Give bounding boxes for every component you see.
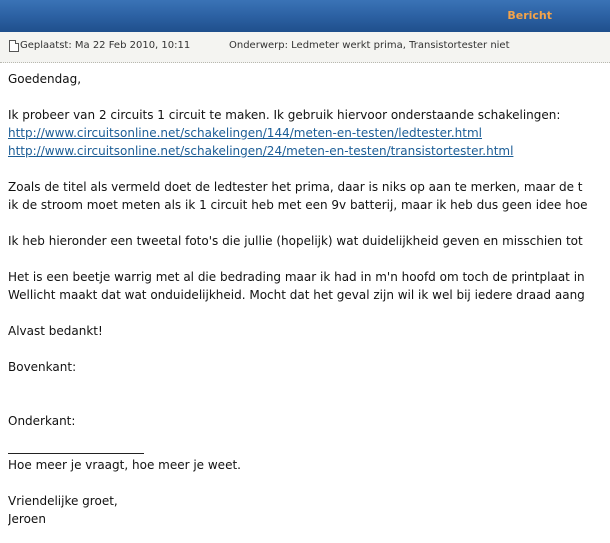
paragraph-3-line-1: Het is een beetje warrig met al die bedrading maar ik had in m'n hoofd om toch de printplaat in [8,270,585,284]
top-side-label: Bovenkant: [8,360,77,374]
header-title: Bericht [507,9,552,22]
signature-divider [8,453,144,454]
intro-text: Ik probeer van 2 circuits 1 circuit te maken. Ik gebruik hiervoor onderstaande schakelingen: [8,108,561,122]
post-header-bar [0,0,610,33]
post-body [8,70,610,528]
author-name: Jeroen [8,512,46,526]
ledtester-link[interactable]: http://www.circuitsonline.net/schakelingen/144/meten-en-testen/ledtester.html [8,126,482,140]
signature-quote: Hoe meer je vraagt, hoe meer je weet. [8,458,241,472]
transistortester-link[interactable]: http://www.circuitsonline.net/schakelingen/24/meten-en-testen/transistortester.html [8,144,514,158]
paragraph-1-line-2: ik de stroom moet meten als ik 1 circuit heb met een 9v batterij, maar ik heb dus geen idee hoe [8,198,588,212]
post-meta-bar [0,32,610,63]
paragraph-1-line-1: Zoals de titel als vermeld doet de ledtester het prima, daar is niks op aan te merken, maar de t [8,180,583,194]
post-date: Geplaatst: Ma 22 Feb 2010, 10:11 [20,40,191,51]
paragraph-3-line-2: Wellicht maakt dat wat onduidelijkheid. Mocht dat het geval zijn wil ik wel bij iedere draad aang [8,288,585,302]
post-subject: Onderwerp: Ledmeter werkt prima, Transistortester niet [229,40,510,51]
post-document-icon[interactable] [9,40,19,52]
paragraph-2: Ik heb hieronder een tweetal foto's die jullie (hopelijk) wat duidelijkheid geven en misschien tot [8,234,583,248]
thanks-text: Alvast bedankt! [8,324,103,338]
closing-text: Vriendelijke groet, [8,494,118,508]
greeting: Goedendag, [8,72,82,86]
bottom-side-label: Onderkant: [8,414,76,428]
